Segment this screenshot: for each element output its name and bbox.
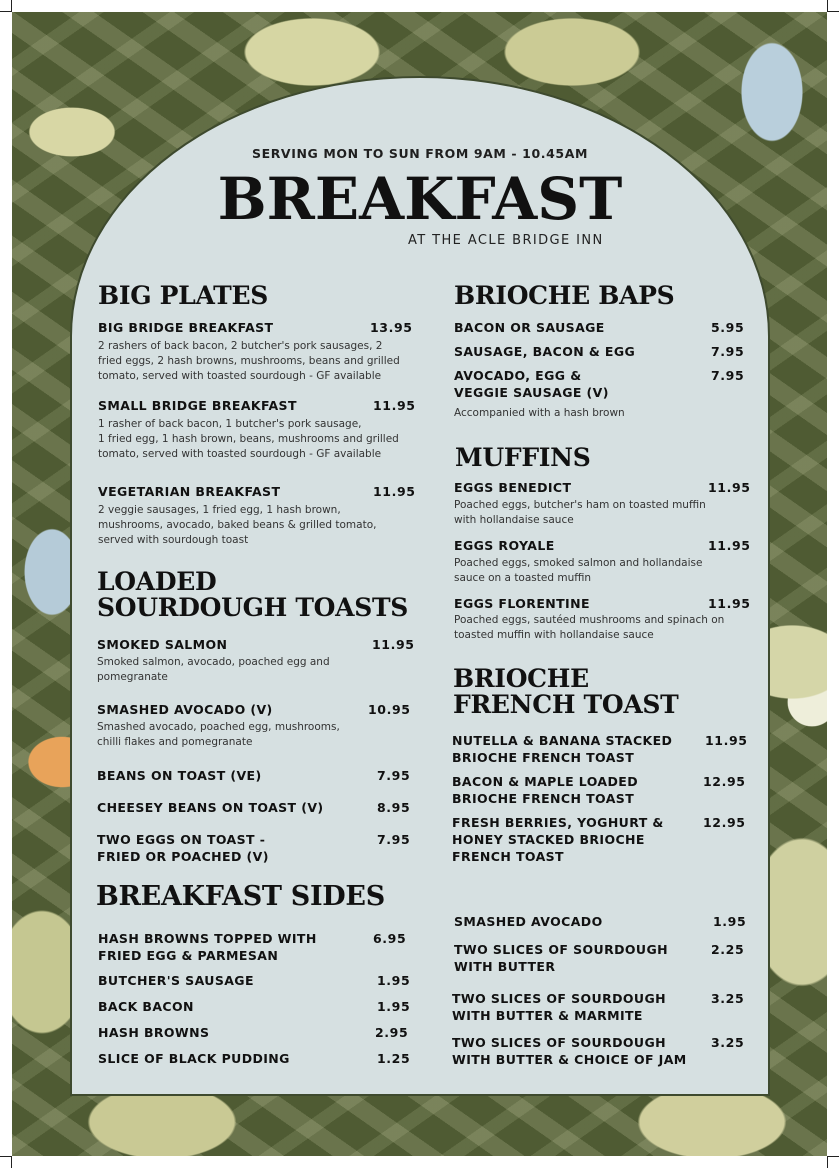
item-name: BACON & MAPLE LOADED BRIOCHE FRENCH TOAST xyxy=(452,774,638,806)
crop-mark xyxy=(827,1156,828,1168)
page-title: BREAKFAST xyxy=(217,165,623,233)
item-name: EGGS BENEDICT xyxy=(454,480,572,495)
item-description: 2 rashers of back bacon, 2 butcher's pork sausages, 2 fried eggs, 2 hash browns, mushrooms, beans and grilled tomato, served with toasted sourdough - GF available xyxy=(98,340,400,382)
item-name: TWO EGGS ON TOAST - FRIED OR POACHED (V) xyxy=(97,832,269,864)
item-price: 7.95 xyxy=(711,368,745,383)
section-heading-brioche-baps: BRIOCHE BAPS xyxy=(454,281,675,310)
item-price: 7.95 xyxy=(377,832,411,847)
item-description: Smashed avocado, poached egg, mushrooms, chilli flakes and pomegranate xyxy=(97,721,340,748)
item-price: 2.95 xyxy=(375,1025,409,1040)
crop-mark xyxy=(0,11,12,12)
item-description: 1 rasher of back bacon, 1 butcher's pork sausage, 1 fried egg, 1 hash brown, beans, mushrooms and grilled tomato, served with toasted sourdough - GF available xyxy=(98,418,399,460)
item-description: 2 veggie sausages, 1 fried egg, 1 hash brown, mushrooms, avocado, baked beans & grilled tomato, served with sourdough toast xyxy=(98,504,377,546)
item-note: Accompanied with a hash brown xyxy=(454,407,625,419)
section-heading-big-plates: BIG PLATES xyxy=(98,281,268,310)
item-price: 3.25 xyxy=(711,1035,745,1050)
serving-hours: SERVING MON TO SUN FROM 9AM - 10.45AM xyxy=(251,146,589,161)
item-name: SMASHED AVOCADO (V) xyxy=(97,702,273,717)
section-heading-muffins: MUFFINS xyxy=(455,443,591,472)
item-price: 7.95 xyxy=(711,344,745,359)
item-price: 11.95 xyxy=(708,538,751,553)
item-price: 10.95 xyxy=(368,702,411,717)
item-name: HASH BROWNS TOPPED WITH FRIED EGG & PARMESAN xyxy=(98,931,317,963)
page-subtitle: AT THE ACLE BRIDGE INN xyxy=(408,233,604,248)
section-heading-loaded-toasts: LOADED SOURDOUGH TOASTS xyxy=(97,567,409,622)
item-price: 7.95 xyxy=(377,768,411,783)
item-name: SAUSAGE, BACON & EGG xyxy=(454,344,636,359)
item-name: BEANS ON TOAST (VE) xyxy=(97,768,262,783)
item-price: 2.25 xyxy=(711,942,745,957)
item-price: 1.95 xyxy=(713,914,747,929)
item-name: VEGETARIAN BREAKFAST xyxy=(98,484,281,499)
item-name: EGGS ROYALE xyxy=(454,538,555,553)
item-name: SMALL BRIDGE BREAKFAST xyxy=(98,398,297,413)
item-price: 11.95 xyxy=(708,480,751,495)
item-name: BIG BRIDGE BREAKFAST xyxy=(98,320,274,335)
item-name: BUTCHER'S SAUSAGE xyxy=(98,973,254,988)
item-price: 11.95 xyxy=(373,398,416,413)
item-name: TWO SLICES OF SOURDOUGH WITH BUTTER & CHOICE OF JAM xyxy=(452,1035,687,1067)
item-price: 6.95 xyxy=(373,931,407,946)
item-name: BACK BACON xyxy=(98,999,194,1014)
item-price: 5.95 xyxy=(711,320,745,335)
item-price: 1.95 xyxy=(377,999,411,1014)
item-description: Poached eggs, butcher's ham on toasted muffin with hollandaise sauce xyxy=(454,499,706,526)
crop-mark xyxy=(11,1156,12,1168)
item-description: Poached eggs, sautéed mushrooms and spinach on toasted muffin with hollandaise sauce xyxy=(454,614,725,641)
item-name: TWO SLICES OF SOURDOUGH WITH BUTTER & MARMITE xyxy=(452,991,666,1023)
item-name: BACON OR SAUSAGE xyxy=(454,320,605,335)
item-price: 11.95 xyxy=(372,637,415,652)
item-name: HASH BROWNS xyxy=(98,1025,210,1040)
item-price: 11.95 xyxy=(708,596,751,611)
item-name: EGGS FLORENTINE xyxy=(454,596,590,611)
item-price: 12.95 xyxy=(703,774,746,789)
item-price: 11.95 xyxy=(373,484,416,499)
item-name: FRESH BERRIES, YOGHURT & HONEY STACKED BRIOCHE FRENCH TOAST xyxy=(452,815,664,864)
item-price: 12.95 xyxy=(703,815,746,830)
item-name: SMOKED SALMON xyxy=(97,637,228,652)
section-heading-sides: BREAKFAST SIDES xyxy=(96,881,385,912)
item-name: SMASHED AVOCADO xyxy=(454,914,603,929)
item-price: 11.95 xyxy=(705,733,748,748)
item-name: CHEESEY BEANS ON TOAST (V) xyxy=(97,800,324,815)
crop-mark xyxy=(827,1156,839,1157)
crop-mark xyxy=(827,11,839,12)
item-price: 3.25 xyxy=(711,991,745,1006)
crop-mark xyxy=(0,1156,12,1157)
item-price: 13.95 xyxy=(370,320,413,335)
section-heading-french-toast: BRIOCHE FRENCH TOAST xyxy=(453,664,679,719)
item-price: 1.25 xyxy=(377,1051,411,1066)
item-name: SLICE OF BLACK PUDDING xyxy=(98,1051,290,1066)
item-name: TWO SLICES OF SOURDOUGH WITH BUTTER xyxy=(454,942,668,974)
item-description: Smoked salmon, avocado, poached egg and pomegranate xyxy=(97,656,330,683)
item-price: 8.95 xyxy=(377,800,411,815)
item-name: AVOCADO, EGG & VEGGIE SAUSAGE (V) xyxy=(454,368,609,400)
item-price: 1.95 xyxy=(377,973,411,988)
item-name: NUTELLA & BANANA STACKED BRIOCHE FRENCH TOAST xyxy=(452,733,673,765)
item-description: Poached eggs, smoked salmon and hollandaise sauce on a toasted muffin xyxy=(454,557,703,584)
